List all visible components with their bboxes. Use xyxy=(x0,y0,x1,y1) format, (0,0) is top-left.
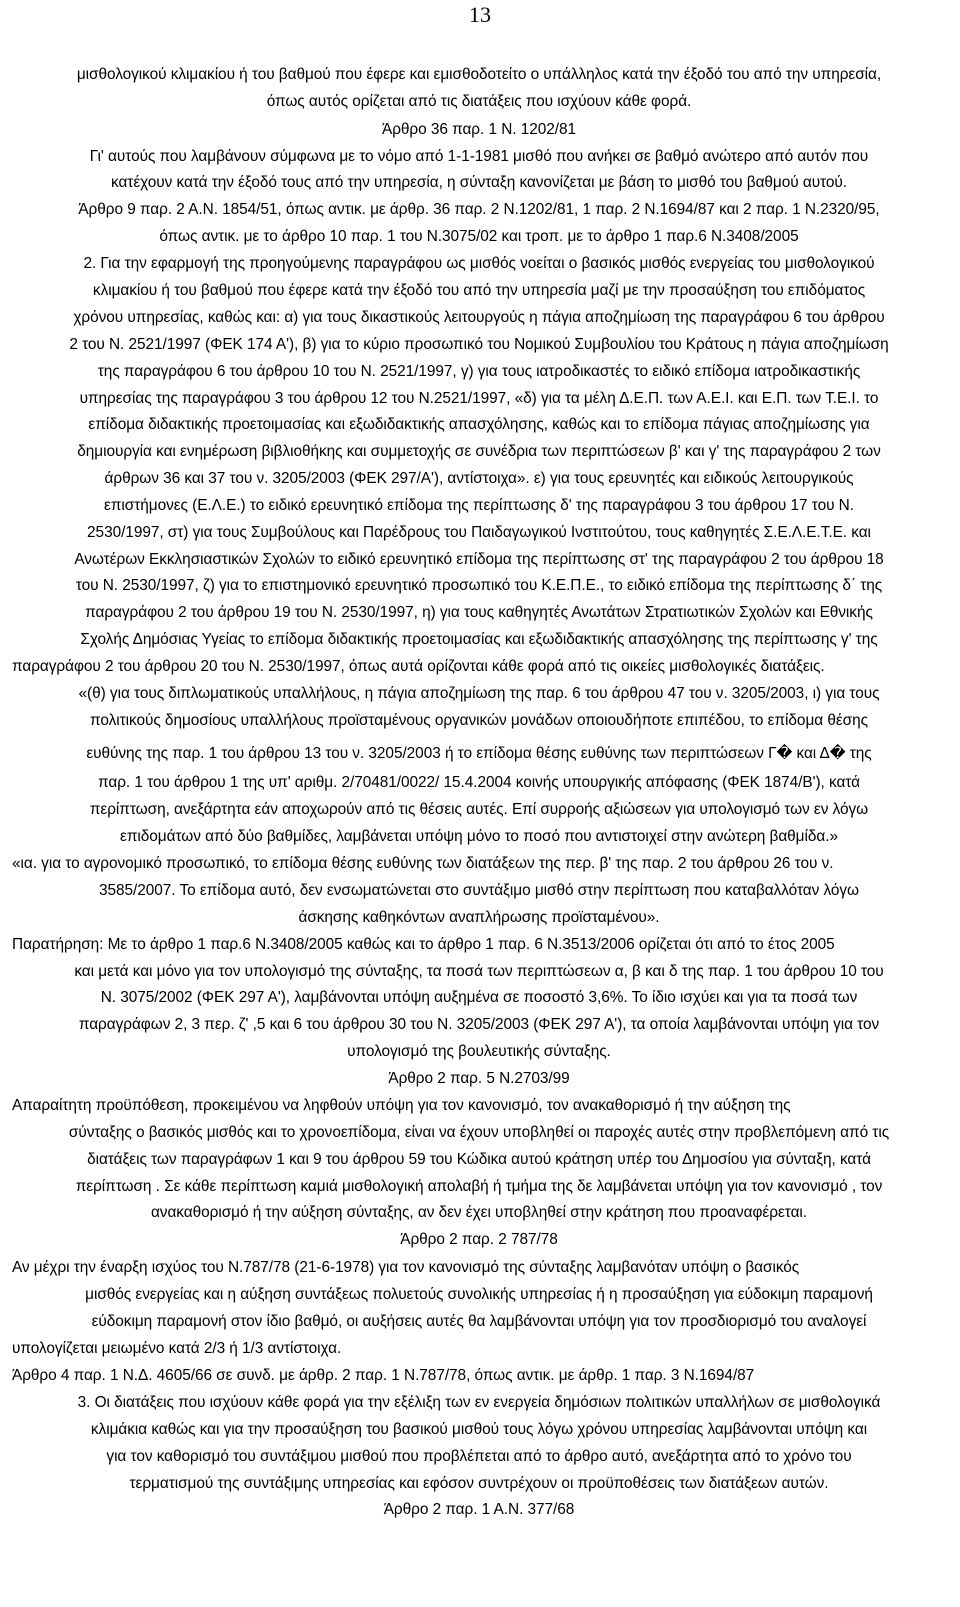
text-line: Σχολής Δημόσιας Υγείας το επίδομα διδακτικής προετοιμασίας και εξωδιδακτικής απασχόλησης της περίπτωσης γ' της xyxy=(80,631,878,648)
text-line: τερματισμού της συντάξιμης υπηρεσίας και εφόσον συντρέχουν οι προϋποθέσεις των διατάξεων αυτών. xyxy=(129,1475,829,1492)
text-line: δημιουργία και ενημέρωση βιβλιοθήκης και συμμετοχής σε συνέδρια των περιπτώσεων β' και γ' της παραγράφου 2 των xyxy=(77,443,881,460)
text-line: περίπτωση, ανεξάρτητα εάν αποχωρούν από τις θέσεις αυτές. Επί συρροής αξιώσεων για υπολογισμό των εν λόγω xyxy=(89,801,869,818)
text-line: μισθός ενεργείας και η αύξηση συντάξεως πολυετούς συνολικής υπηρεσίας ή η προσαύξηση για εύδοκιμη παραμονή xyxy=(85,1286,873,1303)
text-line: επιστήμονες (Ε.Λ.Ε.) το ειδικό ερευνητικό επίδομα της περίπτωσης δ' της παραγράφου 3 του άρθρου 17 του Ν. xyxy=(104,497,854,514)
text-line: σύνταξης ο βασικός μισθός και το χρονοεπίδομα, είναι να έχουν υποβληθεί οι παροχές αυτές στην προβλεπόμενη από τις xyxy=(68,1124,890,1141)
text-line: 3585/2007. Το επίδομα αυτό, δεν ενσωματώνεται στο συντάξιμο μισθό στην περίπτωση που καταβαλλόταν λόγω xyxy=(98,882,860,899)
text-line: εύδοκιμη παραμονή στον ίδιο βαθμό, οι αυξήσεις αυτές θα λαμβάνονται υπόψη για τον προσδιορισμό του αναλογεί xyxy=(91,1313,867,1330)
text-line: περίπτωση . Σε κάθε περίπτωση καμιά μισθολογική απολαβή ή τμήμα της δε λαμβάνεται υπόψη για τον κανονισμό , τον xyxy=(75,1178,883,1195)
text-line: παραγράφων 2, 3 περ. ζ' ,5 και 6 του άρθρου 30 του Ν. 3205/2003 (ΦΕΚ 297 Α'), τα οποία λαμβάνονται υπόψη για τον xyxy=(78,1016,880,1033)
text-line: χρόνου υπηρεσίας, καθώς και: α) για τους δικαστικούς λειτουργούς η πάγια αποζημίωση της παραγράφου 6 του άρθρου xyxy=(73,309,885,326)
text-line: «(θ) για τους διπλωματικούς υπαλλήλους, η πάγια αποζημίωση της παρ. 6 του άρθρου 47 του ν. 3205/2003, ι) για τους xyxy=(78,685,880,702)
text-line: της παραγράφου 6 του άρθρου 10 του Ν. 2521/1997, γ) για τους ιατροδικαστές το ειδικό επίδομα ιατροδικαστικής xyxy=(97,363,861,380)
text-line: διατάξεις των παραγράφων 1 και 9 του άρθρου 59 του Κώδικα αυτού κράτηση υπέρ του Δημοσίου για σύνταξη, κατά xyxy=(87,1151,871,1168)
text-line: κατέχουν κατά την έξοδό τους από την υπηρεσία, η σύνταξη κανονίζεται με βάση το μισθό του βαθμού αυτού. xyxy=(111,174,847,191)
text-line: άσκησης καθηκόντων αναπλήρωσης προϊσταμένου». xyxy=(298,909,660,926)
text-line: Άρθρο 36 παρ. 1 Ν. 1202/81 xyxy=(381,121,576,138)
text-line: παρ. 1 του άρθρου 1 της υπ' αριθμ. 2/70481/0022/ 15.4.2004 κοινής υπουργικής απόφασης (ΦΕΚ 1874/Β'), κατά xyxy=(98,774,860,791)
text-line: παραγράφου 2 του άρθρου 19 του Ν. 2530/1997, η) για τους καθηγητές Ανωτάτων Στρατιωτικών Σχολών και Εθνικής xyxy=(85,604,873,621)
text-line: πολιτικούς δημοσίους υπαλλήλους προϊσταμένους οργανικών μονάδων οποιουδήποτε επιπέδου, το επίδομα θέσης xyxy=(90,712,868,729)
text-line: ανακαθορισμό ή την αύξηση σύνταξης, αν δεν έχει υποβληθεί στην κράτηση που προαναφέρεται. xyxy=(150,1204,808,1221)
text-line: Παρατήρηση: Με το άρθρο 1 παρ.6 Ν.3408/2005 καθώς και το άρθρο 1 παρ. 6 Ν.3513/2006 ορίζεται ότι από το έτος 2005 xyxy=(12,936,835,953)
text-line: Αν μέχρι την έναρξη ισχύος του Ν.787/78 (21-6-1978) για τον κανονισμό της σύνταξης λαμβανόταν υπόψη ο βασικός xyxy=(12,1259,800,1276)
text-line: υπηρεσίας της παραγράφου 3 του άρθρου 12 του Ν.2521/1997, «δ) για τα μέλη Δ.Ε.Π. των Α.Ε.Ι. και Ε.Π. των Τ.Ε.Ι. το xyxy=(79,390,879,407)
text-line: Ν. 3075/2002 (ΦΕΚ 297 Α'), λαμβάνονται υπόψη αυξημένα σε ποσοστό 3,6%. Το ίδιο ισχύει και για τα ποσά των xyxy=(100,989,858,1006)
text-line: Άρθρο 4 παρ. 1 Ν.Δ. 4605/66 σε συνδ. με άρθρ. 2 παρ. 1 Ν.787/78, όπως αντικ. με άρθρ. 1 παρ. 3 Ν.1694/87 xyxy=(12,1367,755,1384)
text-line: Άρθρο 9 παρ. 2 Α.Ν. 1854/51, όπως αντικ. με άρθρ. 36 παρ. 2 Ν.1202/81, 1 παρ. 2 Ν.1694/87 και 2 παρ. 1 Ν.2320/95, xyxy=(78,201,880,218)
text-line: κλιμακίου ή του βαθμού που έφερε κατά την έξοδό του από την υπηρεσία μαζί με την προσαύξηση του επιδόματος xyxy=(92,282,866,299)
text-line: «ια. για το αγρονομικό προσωπικό, το επίδομα θέσης ευθύνης των διατάξεων της περ. β' της παρ. 2 του άρθρου 26 του ν. xyxy=(12,855,834,872)
text-line: ευθύνης της παρ. 1 του άρθρου 13 του ν. 3205/2003 ή το επίδομα θέσης ευθύνης των περιπτώσεων Γ� και Δ� της xyxy=(86,745,872,762)
text-line: Γι' αυτούς που λαμβάνουν σύμφωνα με το νόμο από 1-1-1981 μισθό που ανήκει σε βαθμό ανώτερο από αυτόν που xyxy=(89,148,869,165)
document-body xyxy=(6,62,952,1602)
text-line: του Ν. 2530/1997, ζ) για το επιστημονικό ερευνητικό προσωπικό του Κ.Ε.Π.Ε., το ειδικό επίδομα της περίπτωσης δ΄ της xyxy=(75,577,883,594)
text-line: υπολογίζεται μειωμένο κατά 2/3 ή 1/3 αντίστοιχα. xyxy=(12,1340,342,1357)
text-line: 2 του Ν. 2521/1997 (ΦΕΚ 174 Α'), β) για το κύριο προσωπικό του Νομικού Συμβουλίου του Κράτους η πάγια αποζημίωση xyxy=(69,336,889,353)
text-line: επιδομάτων από δύο βαθμίδες, λαμβάνεται υπόψη μόνο το ποσό που αντιστοιχεί στην ανώτερη βαθμίδα.» xyxy=(120,828,838,845)
text-line: Απαραίτητη προϋπόθεση, προκειμένου να ληφθούν υπόψη για τον κανονισμό, τον ανακαθορισμό ή την αύξηση της xyxy=(12,1097,791,1114)
text-line: όπως αυτός ορίζεται από τις διατάξεις που ισχύουν κάθε φορά. xyxy=(266,93,692,110)
page-number: 13 xyxy=(469,2,491,27)
text-line: όπως αντικ. με το άρθρο 10 παρ. 1 του Ν.3075/02 και τροπ. με το άρθρο 1 παρ.6 Ν.3408/2005 xyxy=(159,228,799,245)
text-line: Άρθρο 2 παρ. 2 787/78 xyxy=(400,1231,558,1248)
text-line: και μετά και μόνο για τον υπολογισμό της σύνταξης, τα ποσά των περιπτώσεων α, β και δ της παρ. 1 του άρθρου 10 του xyxy=(74,963,884,980)
text-line: υπολογισμό της βουλευτικής σύνταξης. xyxy=(347,1043,611,1060)
text-line: Άρθρο 2 παρ. 1 Α.Ν. 377/68 xyxy=(383,1501,575,1518)
text-line: Ανωτέρων Εκκλησιαστικών Σχολών το ειδικό ερευνητικό επίδομα της περίπτωσης στ' της παραγράφου 2 του άρθρου 18 xyxy=(74,551,884,568)
text-line: μισθολογικού κλιμακίου ή του βαθμού που έφερε και εμισθοδοτείτο ο υπάλληλος κατά την έξοδό του από την υπηρεσία, xyxy=(76,66,882,83)
text-line: 2. Για την εφαρμογή της προηγούμενης παραγράφου ως μισθός νοείται ο βασικός μισθός ενεργείας του μισθολογικού xyxy=(83,255,875,272)
text-line: παραγράφου 2 του άρθρου 20 του Ν. 2530/1997, όπως αυτά ορίζονται κάθε φορά από τις οικείες μισθολογικές διατάξεις. xyxy=(12,658,825,675)
text-line: 2530/1997, στ) για τους Συμβούλους και Παρέδρους του Παιδαγωγικού Ινστιτούτου, τους καθηγητές Σ.Ε.Λ.Ε.Τ.Ε. και xyxy=(87,524,871,541)
text-line: 3. Οι διατάξεις που ισχύουν κάθε φορά για την εξέλιξη των εν ενεργεία δημόσιων πολιτικών υπαλλήλων σε μισθολογικά xyxy=(77,1394,881,1411)
text-line: επίδομα διδακτικής προετοιμασίας και εξωδιδακτικής απασχόλησης, καθώς και το επίδομα πάγιας αποζημίωσης για xyxy=(88,416,870,433)
text-line: για τον καθορισμό του συντάξιμου μισθού που προβλέπεται από το άρθρο αυτό, ανεξάρτητα από το χρόνο του xyxy=(106,1448,852,1465)
text-line: Άρθρο 2 παρ. 5 Ν.2703/99 xyxy=(388,1070,570,1087)
text-line: κλιμάκια καθώς και για την προσαύξηση του βασικού μισθού τους λόγω χρόνου υπηρεσίας λαμβάνονται υπόψη και xyxy=(90,1421,868,1438)
text-line: άρθρων 36 και 37 του ν. 3205/2003 (ΦΕΚ 297/Α'), αντίστοιχα». ε) για τους ερευνητές και ειδικούς λειτουργικούς xyxy=(104,470,854,487)
